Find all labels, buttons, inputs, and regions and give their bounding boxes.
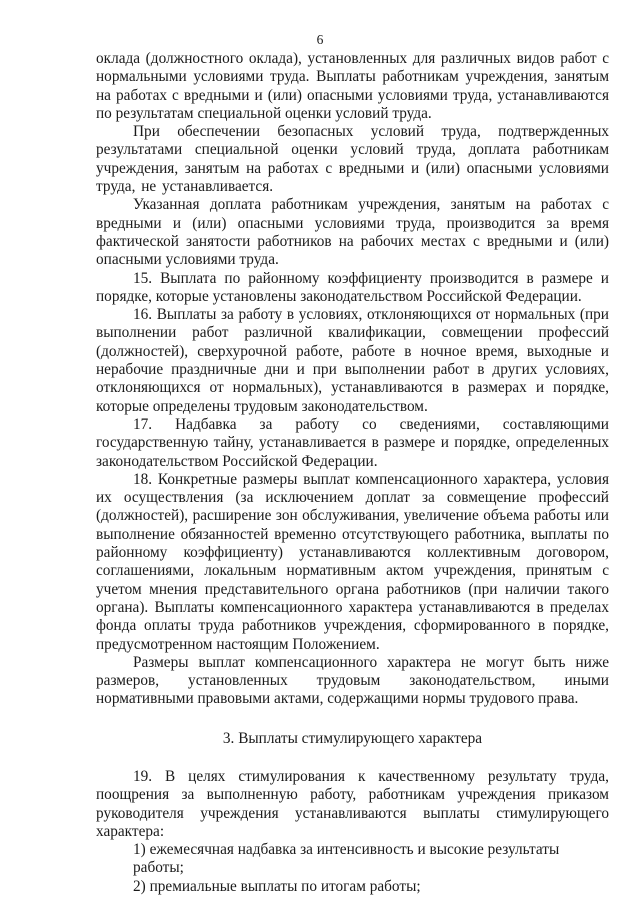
paragraph-hazard-surcharge: Указанная доплата работникам учреждения, занятым на работах с вредными и (или) опасными условиями труда, производится за время фактической занятости работников на рабочих местах с вредными и (или) опасными условиями труда. bbox=[96, 196, 609, 269]
paragraph-minimum-sizes: Размеры выплат компенсационного характера не могут быть ниже размеров, установленных трудовым законодательством, иными нормативными правовыми актами, содержащими нормы трудового права. bbox=[96, 653, 609, 708]
document-body bbox=[96, 50, 609, 896]
paragraph-16: 16. Выплаты за работу в условиях, отклоняющихся от нормальных (при выполнении работ различной квалификации, совмещении профессий (должностей), сверхурочной работе, работе в ночное время, выходные и нерабочие праздничные дни и при выполнении работ в других условиях, отклоняющихся от нормальных), устанавливаются в размерах и порядке, которые определены трудовым законодательством. bbox=[96, 306, 609, 415]
paragraph-19: 19. В целях стимулирования к качественному результату труда, поощрения за выполненную работу, работникам учреждения приказом руководителя учреждения устанавливаются выплаты стимулирующего характера: bbox=[96, 767, 609, 840]
section-heading: 3. Выплаты стимулирующего характера bbox=[222, 729, 483, 747]
paragraph-17: 17. Надбавка за работу со сведениями, составляющими государственную тайну, устанавливается в размере и порядке, определенных законодательством Российской Федерации. bbox=[96, 415, 609, 470]
paragraph-15: 15. Выплата по районному коэффициенту производится в размере и порядке, которые установлены законодательством Российской Федерации. bbox=[96, 269, 609, 305]
list-item: 1) ежемесячная надбавка за интенсивность и высокие результаты работы; bbox=[133, 841, 560, 877]
paragraph-safe-conditions: При обеспечении безопасных условий труда, подтвержденных результатами специальной оценки условий труда, доплата работникам учреждения, занятым на работах с вредными и (или) опасными условиями труда, не устанавливается. bbox=[96, 123, 609, 196]
page-number: 6 bbox=[316, 32, 324, 47]
paragraph-18: 18. Конкретные размеры выплат компенсационного характера, условия их осуществления (за исключением доплат за совмещение профессий (должностей), расширение зон обслуживания, увеличение объема работы или выполнение обязанностей временно отсутствующего работника, выплаты по районному коэффициенту) устанавливаются коллективным договором, соглашениями, локальным нормативным актом учреждения, принятым с учетом мнения представительного органа работников (при наличии такого органа). Выплаты компенсационного характера устанавливаются в пределах фонда оплаты труда работников учреждения, сформированного в порядке, предусмотренном настоящим Положением. bbox=[96, 470, 609, 653]
list-item: 2) премиальные выплаты по итогам работы; bbox=[133, 877, 421, 895]
paragraph-continuation: оклада (должностного оклада), установленных для различных видов работ с нормальными условиями труда. Выплаты работникам учреждения, занятым на работах с вредными и (или) опасными условиями труда, устанавливаются по результатам специальной оценки условий труда. bbox=[96, 50, 609, 122]
